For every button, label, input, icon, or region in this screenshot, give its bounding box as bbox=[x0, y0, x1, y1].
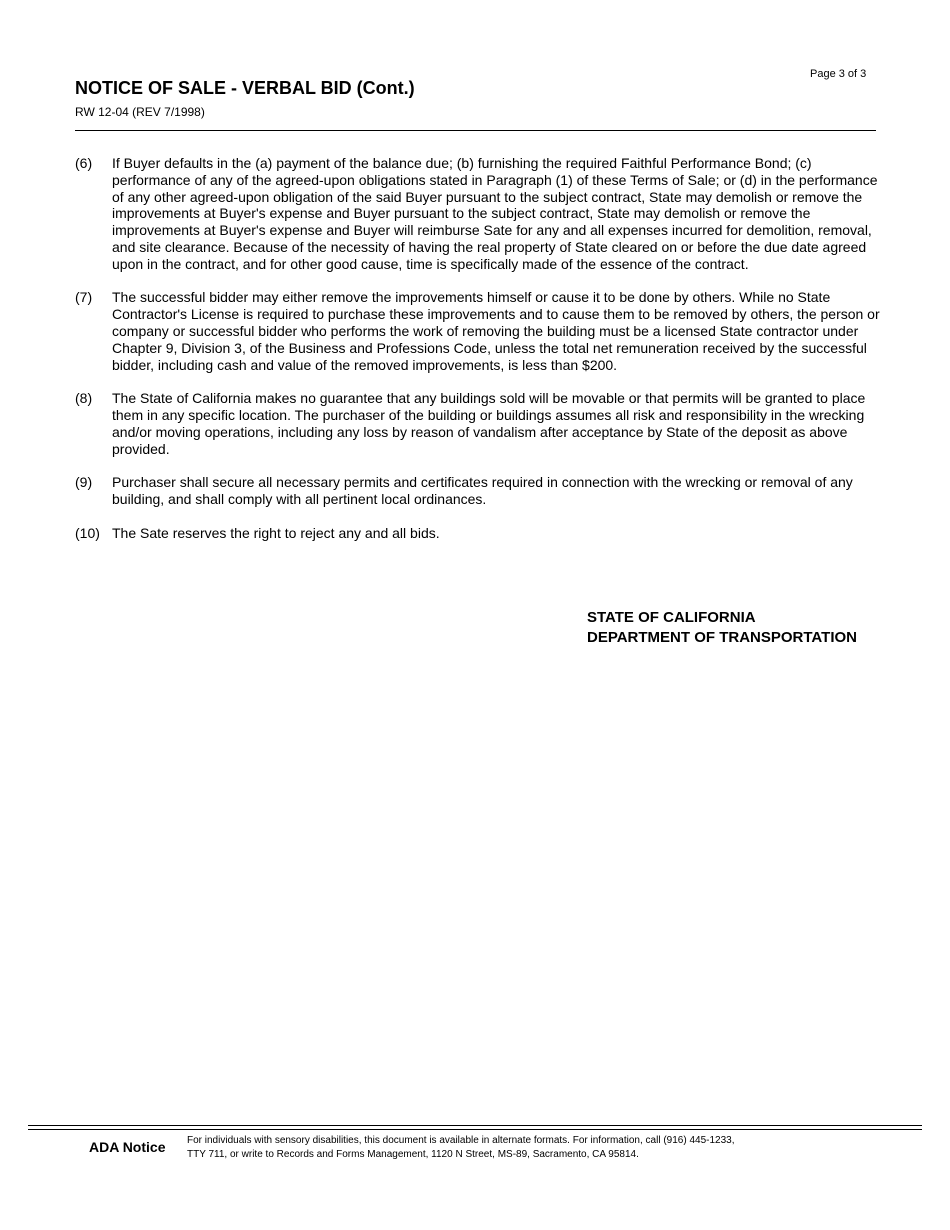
ada-notice-label: ADA Notice bbox=[89, 1139, 166, 1155]
term-item-8 bbox=[75, 390, 885, 457]
footer-divider-top bbox=[28, 1125, 922, 1126]
term-number: (6) bbox=[75, 155, 93, 171]
form-id: RW 12-04 (REV 7/1998) bbox=[75, 105, 205, 119]
term-text: Purchaser shall secure all necessary permits and certificates required in connection with the wrecking or removal of any building, and shall comply with all pertinent local ordinances. bbox=[112, 474, 853, 507]
document-title: NOTICE OF SALE - VERBAL BID (Cont.) bbox=[75, 78, 415, 98]
signature-department: DEPARTMENT OF TRANSPORTATION bbox=[587, 629, 857, 646]
page-number: Page 3 of 3 bbox=[810, 68, 867, 80]
term-number: (10) bbox=[75, 524, 100, 541]
term-item-7 bbox=[75, 289, 885, 373]
signature-block bbox=[587, 608, 857, 648]
signature-state: STATE OF CALIFORNIA bbox=[587, 609, 756, 626]
ada-notice-line-2: TTY 711, or write to Records and Forms Management, 1120 N Street, MS-89, Sacramento, CA 95814. bbox=[187, 1149, 639, 1160]
term-item-6 bbox=[75, 155, 885, 273]
term-number: (8) bbox=[75, 390, 93, 407]
ada-notice-line-1: For individuals with sensory disabilities, this document is available in alternate formats. For information, call (916) 445-1233, bbox=[187, 1135, 735, 1146]
term-text: The State of California makes no guarantee that any buildings sold will be movable or that permits will be granted to place them in any specific location. The purchaser of the building or buildings assumes all risk and responsibility in the wrecking and/or moving operations, including any loss by reason of vandalism after acceptance by State of the deposit as above provided. bbox=[112, 390, 866, 457]
ada-notice-text bbox=[187, 1134, 887, 1162]
term-text: If Buyer defaults in the (a) payment of the balance due; (b) furnishing the required Faithful Performance Bond; (c) performance of any of the agreed-upon obligations stated in Paragraph (1) of these Terms of Sale; or (d) in the performance of any other agreed-upon obligation of the said Buyer pursuant to the subject contract, State may demolish or remove the improvements at Buyer's expense and Buyer pursuant to the subject contract, State may demolish or remove the improvements at Buyer's expense and Buyer will reimburse Sate for any and all expenses incurred for demolition, removal, and site clearance. Because of the necessity of having the real property of State cleared on or before the due date agreed upon in the contract, and for other good cause, time is specifically made of the essence of the contract. bbox=[112, 155, 878, 272]
term-text: The Sate reserves the right to reject any and all bids. bbox=[112, 524, 440, 541]
term-number: (7) bbox=[75, 289, 93, 306]
footer-divider-bottom bbox=[28, 1129, 922, 1130]
term-text: The successful bidder may either remove the improvements himself or cause it to be done by others. While no State Contractor's License is required to purchase these improvements and to cause them to be removed by others, the person or company or successful bidder who performs the work of removing the building must be a licensed State contractor under Chapter 9, Division 3, of the Business and Professions Code, unless the total net remuneration received by the successful bidder, including cash and value of the removed improvements, is less than $200. bbox=[112, 289, 880, 373]
header-divider bbox=[75, 130, 876, 131]
term-item-9 bbox=[75, 474, 885, 508]
term-number: (9) bbox=[75, 474, 93, 491]
term-item-10 bbox=[75, 525, 885, 542]
terms-of-sale-list bbox=[75, 155, 885, 558]
